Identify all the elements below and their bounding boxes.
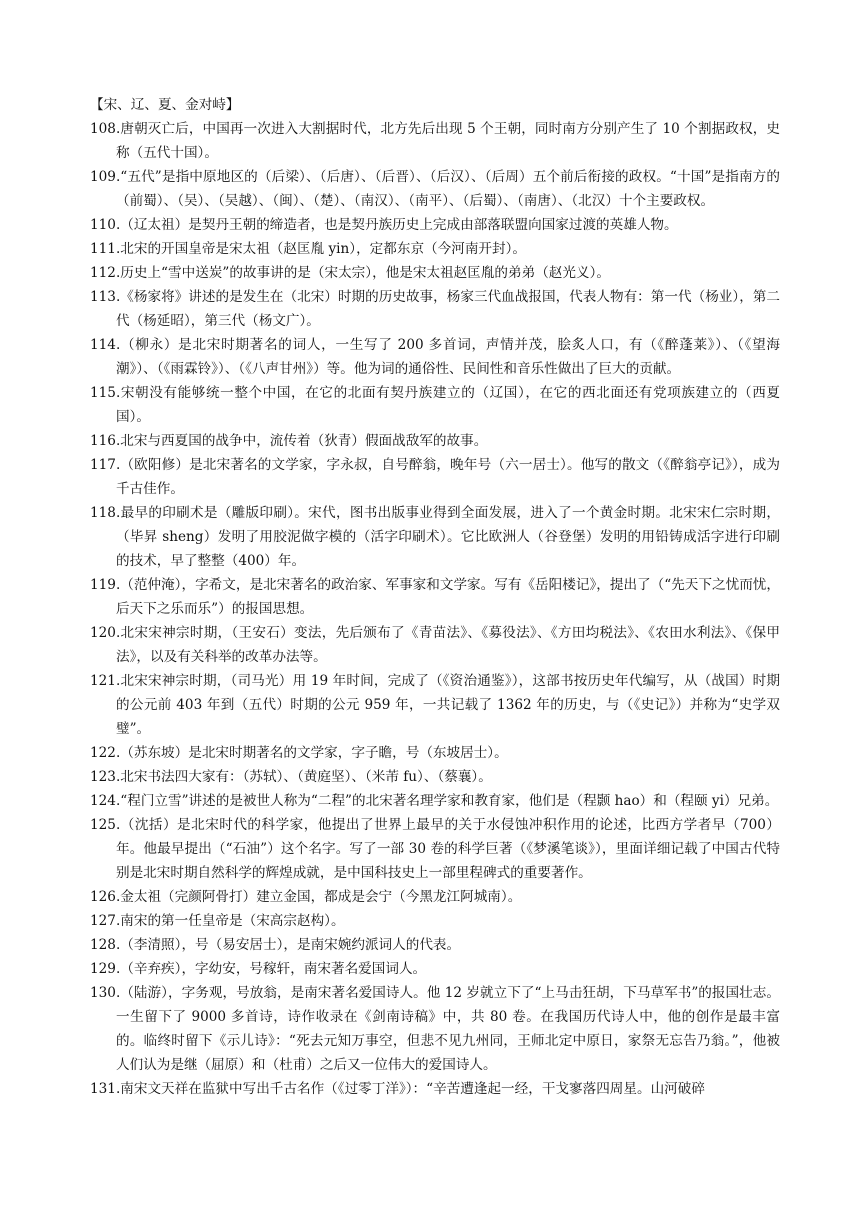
list-item — [90, 981, 780, 1077]
list-item — [90, 453, 780, 501]
list-item — [90, 117, 780, 165]
item-text: 《杨家将》讲述的是发生在（北宋）时期的历史故事，杨家三代血战报国，代表人物有：第一代（杨业），第二代（杨延昭），第三代（杨文广）。 — [116, 289, 780, 329]
list-item — [90, 165, 780, 213]
item-number: 125. — [90, 817, 121, 833]
item-number: 121. — [90, 673, 121, 689]
item-number: 113. — [90, 289, 121, 305]
item-number: 114. — [90, 337, 121, 353]
item-number: 109. — [90, 169, 121, 185]
list-item — [90, 213, 780, 237]
item-number: 126. — [90, 889, 121, 905]
item-number: 120. — [90, 625, 121, 641]
list-item — [90, 285, 780, 333]
item-text: 金太祖（完颜阿骨打）建立金国，都成是会宁（今黑龙江阿城南）。 — [120, 889, 522, 905]
item-text: 宋朝没有能够统一整个中国，在它的北面有契丹族建立的（辽国），在它的西北面还有党项族建立的（西夏国）。 — [116, 385, 780, 425]
item-number: 115. — [90, 385, 121, 401]
item-number: 108. — [90, 121, 121, 137]
item-text: （范仲淹），字希文，是北宋著名的政治家、军事家和文学家。写有《岳阳楼记》，提出了（“先天下之忧而忧，后天下之乐而乐”）的报国思想。 — [116, 577, 780, 617]
item-number: 117. — [90, 457, 121, 473]
item-text: 最早的印刷术是（雕版印刷）。宋代，图书出版事业得到全面发展，进入了一个黄金时期。北宋宋仁宗时期，（毕昇 sheng）发明了用胶泥做字模的（活字印刷术）。它比欧洲人（谷登堡）发明的用铅铸成活字进行印刷的技术，早了整整（400）年。 — [116, 505, 780, 569]
list-item — [90, 885, 780, 909]
list-item — [90, 789, 780, 813]
list-item — [90, 813, 780, 885]
item-number: 112. — [90, 265, 121, 281]
item-number: 122. — [90, 745, 121, 761]
item-text: 南宋文天祥在监狱中写出千古名作（《过零丁洋》）：“辛苦遭逢起一经，干戈寥落四周星。山河破碎 — [120, 1081, 705, 1097]
list-item — [90, 501, 780, 573]
item-text: 北宋的开国皇帝是宋太祖（赵匡胤 yin），定都东京（今河南开封）。 — [120, 241, 527, 257]
list-item — [90, 261, 780, 285]
item-number: 118. — [90, 505, 121, 521]
item-number: 116. — [90, 433, 121, 449]
item-number: 131. — [90, 1081, 121, 1097]
item-text: “五代”是指中原地区的（后梁）、（后唐）、（后晋）、（后汉）、（后周）五个前后衔接的政权。“十国”是指南方的（前蜀）、（吴）、（吴越）、（闽）、（楚）、（南汉）、（南平）、（后蜀）、（南唐）、（北汉）十个主要政权。 — [116, 169, 780, 209]
item-text: （欧阳修）是北宋著名的文学家，字永叔，自号醉翁，晚年号（六一居士）。他写的散文（《醉翁亭记》），成为千古佳作。 — [116, 457, 780, 497]
list-item — [90, 957, 780, 981]
item-number: 110. — [90, 217, 121, 233]
list-item — [90, 381, 780, 429]
item-text: 历史上“雪中送炭”的故事讲的是（宋太宗），他是宋太祖赵匡胤的弟弟（赵光义）。 — [120, 265, 610, 281]
item-text: 唐朝灭亡后，中国再一次进入大割据时代，北方先后出现 5 个王朝，同时南方分别产生了 10 个割据政权，史称（五代十国）。 — [116, 121, 780, 161]
item-number: 129. — [90, 961, 121, 977]
item-text: 北宋宋神宗时期，（王安石）变法，先后颁布了《青苗法》、《募役法》、《方田均税法》、《农田水利法》、《保甲法》，以及有关科举的改革办法等。 — [116, 625, 780, 665]
item-number: 130. — [90, 985, 121, 1001]
item-list — [90, 117, 780, 1101]
item-text: （李清照），号（易安居士），是南宋婉约派词人的代表。 — [120, 937, 461, 953]
list-item — [90, 933, 780, 957]
item-number: 128. — [90, 937, 121, 953]
item-text: （柳永）是北宋时期著名的词人，一生写了 200 多首词，声情并茂，脍炙人口，有（《醉蓬莱》）、（《望海潮》）、（《雨霖铃》）、（《八声甘州》）等。他为词的通俗性、民间性和音乐性做出了巨大的贡献。 — [116, 337, 780, 377]
item-text: 南宋的第一任皇帝是（宋高宗赵构）。 — [120, 913, 345, 929]
item-text: （辽太祖）是契丹王朝的缔造者，也是契丹族历史上完成由部落联盟向国家过渡的英雄人物。 — [120, 217, 678, 233]
item-number: 127. — [90, 913, 121, 929]
list-item — [90, 909, 780, 933]
item-number: 124. — [90, 793, 121, 809]
list-item — [90, 621, 780, 669]
item-number: 123. — [90, 769, 121, 785]
list-item — [90, 765, 780, 789]
item-text: （陆游），字务观，号放翁，是南宋著名爱国诗人。他 12 岁就立下了“上马击狂胡，下马草军书”的报国壮志。一生留下了 9000 多首诗，诗作收录在《剑南诗稿》中，共 80 卷。在我国历代诗人中，他的创作是最丰富的。临终时留下《示儿诗》：“死去元知万事空，但悲不见九州同，王师北定中原日，家祭无忘告乃翁。”，他被人们认为是继（屈原）和（杜甫）之后又一位伟大的爱国诗人。 — [116, 985, 780, 1073]
list-item — [90, 333, 780, 381]
item-text: “程门立雪”讲述的是被世人称为“二程”的北宋著名理学家和教育家，他们是（程颢 hao）和（程颐 yi）兄弟。 — [120, 793, 779, 809]
list-item — [90, 237, 780, 261]
item-text: （苏东坡）是北宋时期著名的文学家，字子瞻，号（东坡居士）。 — [120, 745, 508, 761]
item-text: 北宋与西夏国的战争中，流传着（狄青）假面战敌军的故事。 — [120, 433, 488, 449]
list-item — [90, 741, 780, 765]
section-title: 【宋、辽、夏、金对峙】 — [90, 97, 240, 113]
item-number: 119. — [90, 577, 121, 593]
item-number: 111. — [90, 241, 121, 257]
list-item — [90, 669, 780, 741]
item-text: （沈括）是北宋时代的科学家，他提出了世界上最早的关于水侵蚀冲积作用的论述，比西方学者早（700）年。他最早提出（“石油”）这个名字。写了一部 30 卷的科学巨著（《梦溪笔谈》），里面详细记载了中国古代特别是北宋时期自然科学的辉煌成就，是中国科技史上一部里程碑式的重要著作。 — [116, 817, 780, 881]
list-item — [90, 429, 780, 453]
list-item — [90, 1077, 780, 1101]
item-text: 北宋书法四大家有：（苏轼）、（黄庭坚）、（米芾 fu）、（蔡襄）。 — [120, 769, 492, 785]
item-text: 北宋宋神宗时期，（司马光）用 19 年时间，完成了（《资治通鉴》），这部书按历史年代编写，从（战国）时期的公元前 403 年到（五代）时期的公元 959 年，一共记载了 1362 年的历史，与（《史记》）并称为“史学双璧”。 — [116, 673, 780, 737]
list-item — [90, 573, 780, 621]
item-text: （辛弃疾），字幼安，号稼轩，南宋著名爱国词人。 — [120, 961, 427, 977]
